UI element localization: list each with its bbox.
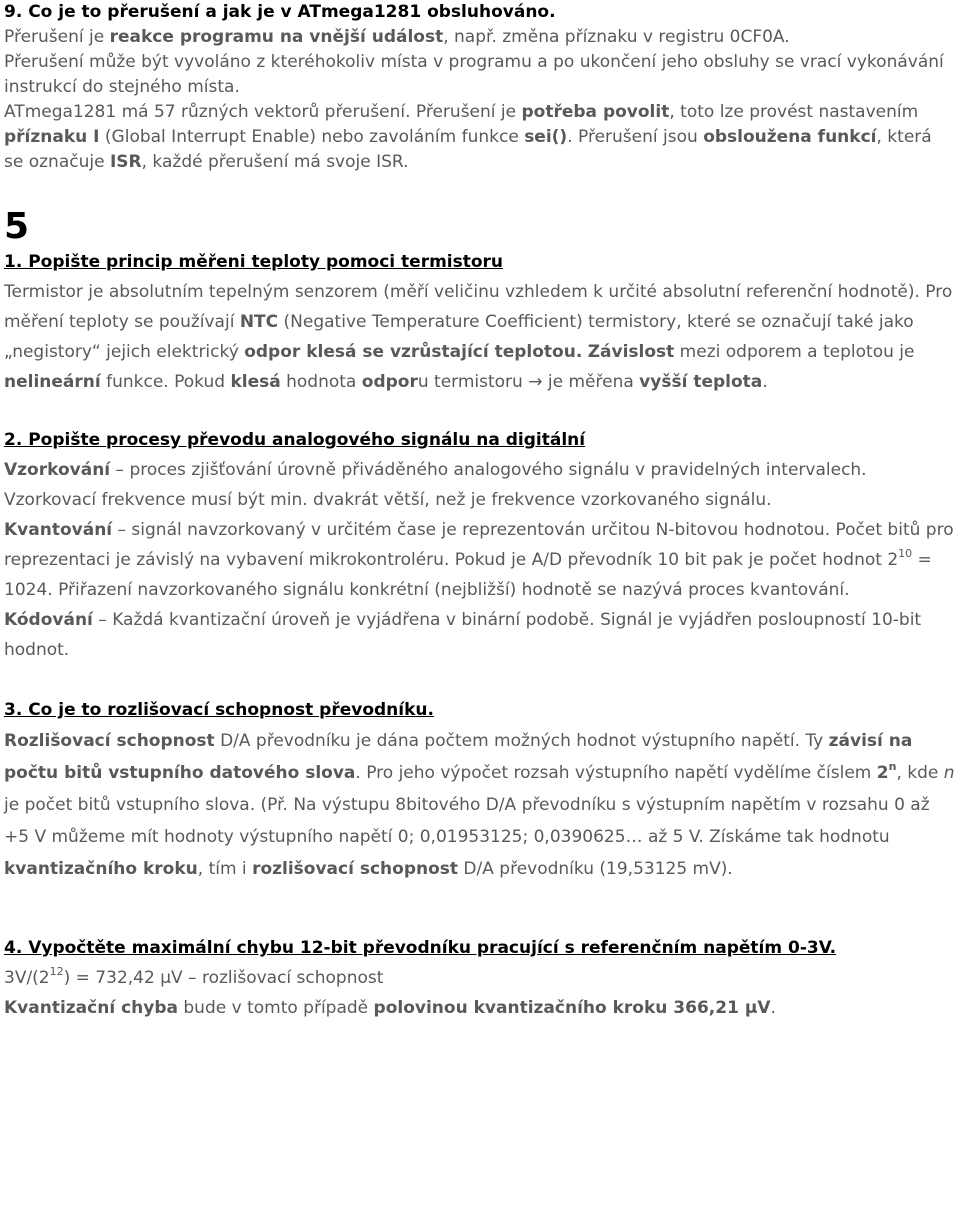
paragraph-interrupt-definition: Přerušení je reakce programu na vnější událost, např. změna příznaku v registru 0CF0A. <box>4 27 790 47</box>
paragraph-quantization-error: Kvantizační chyba bude v tomto případě polovinou kvantizačního kroku 366,21 µV. <box>4 998 776 1018</box>
paragraph-resolution-calc: $3V/(2^{12}) = 732,42$ µV – rozlišovací schopnost <box>4 965 384 988</box>
section-number: 5 <box>4 206 30 247</box>
paragraph-interrupt-vectors: ATmega1281 má 57 různých vektorů přerušení. Přerušení je potřeba povolit, toto lze provést nastavením příznaku I (Global Interrupt Enable) nebo zavoláním funkce sei(). Přerušení jsou obsloužena funkcí, která se označuje ISR, každé přerušení má svoje ISR. <box>4 102 932 172</box>
arrow-right-icon: → <box>528 372 543 392</box>
heading-interrupts: 9. Co je to přerušení a jak je v ATmega1281 obsluhováno. <box>4 2 556 22</box>
paragraph-sampling: Vzorkování – proces zjišťování úrovně přiváděného analogového signálu v pravidelných intervalech. Vzorkovací frekvence musí být min. dvakrát větší, než je frekvence vzorkovaného signálu. <box>4 460 867 510</box>
paragraph-thermistor: Termistor je absolutním tepelným senzorem (měří veličinu vzhledem k určité absolutní referenční hodnotě). Pro měření teploty se používají NTC (Negative Temperature Coefficient) termistory, které se označují také jako „negistory“ jejich elektrický odpor klesá se vzrůstající teplotou. Závislost mezi odporem a teplotou je nelineární funkce. Pokud klesá hodnota odporu termistoru → je měřena vyšší teplota. <box>4 282 953 392</box>
heading-max-error: 4. Vypočtěte maximální chybu 12-bit převodníku pracující s referenčním napětím 0-3V. <box>4 938 837 958</box>
heading-adc-process: 2. Popište procesy převodu analogového signálu na digitální <box>4 430 586 450</box>
heading-thermistor: 1. Popište princip měřeni teploty pomoci termistoru <box>4 252 504 272</box>
paragraph-quantization: Kvantování – signál navzorkovaný v určitém čase je reprezentován určitou N-bitovou hodnotou. Počet bitů pro reprezentaci je závislý na vybavení mikrokontroléru. Pokud je A/D převodník 10 bit pak je počet hodnot $2^{10} = 1024$. Přiřazení navzorkovaného signálu konkrétní (nejbližší) hodnotě se nazývá proces kvantování. <box>4 520 954 600</box>
heading-resolution: 3. Co je to rozlišovací schopnost převodníku. <box>4 700 434 720</box>
paragraph-coding: Kódování – Každá kvantizační úroveň je vyjádřena v binární podobě. Signál je vyjádřen posloupností 10-bit hodnot. <box>4 610 922 660</box>
paragraph-resolution: Rozlišovací schopnost D/A převodníku je dána počtem možných hodnot výstupního napětí. Ty závisí na počtu bitů vstupního datového slova. Pro jeho výpočet rozsah výstupního napětí vydělíme číslem 2$^n$, kde n je počet bitů vstupního slova. (Př. Na výstupu 8bitového D/A převodníku s výstupním napětím v rozsahu 0 až +5 V můžeme mít hodnoty výstupního napětí 0; 0,01953125; 0,0390625… až 5 V. Získáme tak hodnotu kvantizačního kroku, tím i rozlišovací schopnost D/A převodníku (19,53125 mV). <box>4 731 955 879</box>
paragraph-interrupt-origin: Přerušení může být vyvoláno z kteréhokoliv místa v programu a po ukončení jeho obsluhy se vrací vykonávání instrukcí do stejného místa. <box>4 52 944 97</box>
